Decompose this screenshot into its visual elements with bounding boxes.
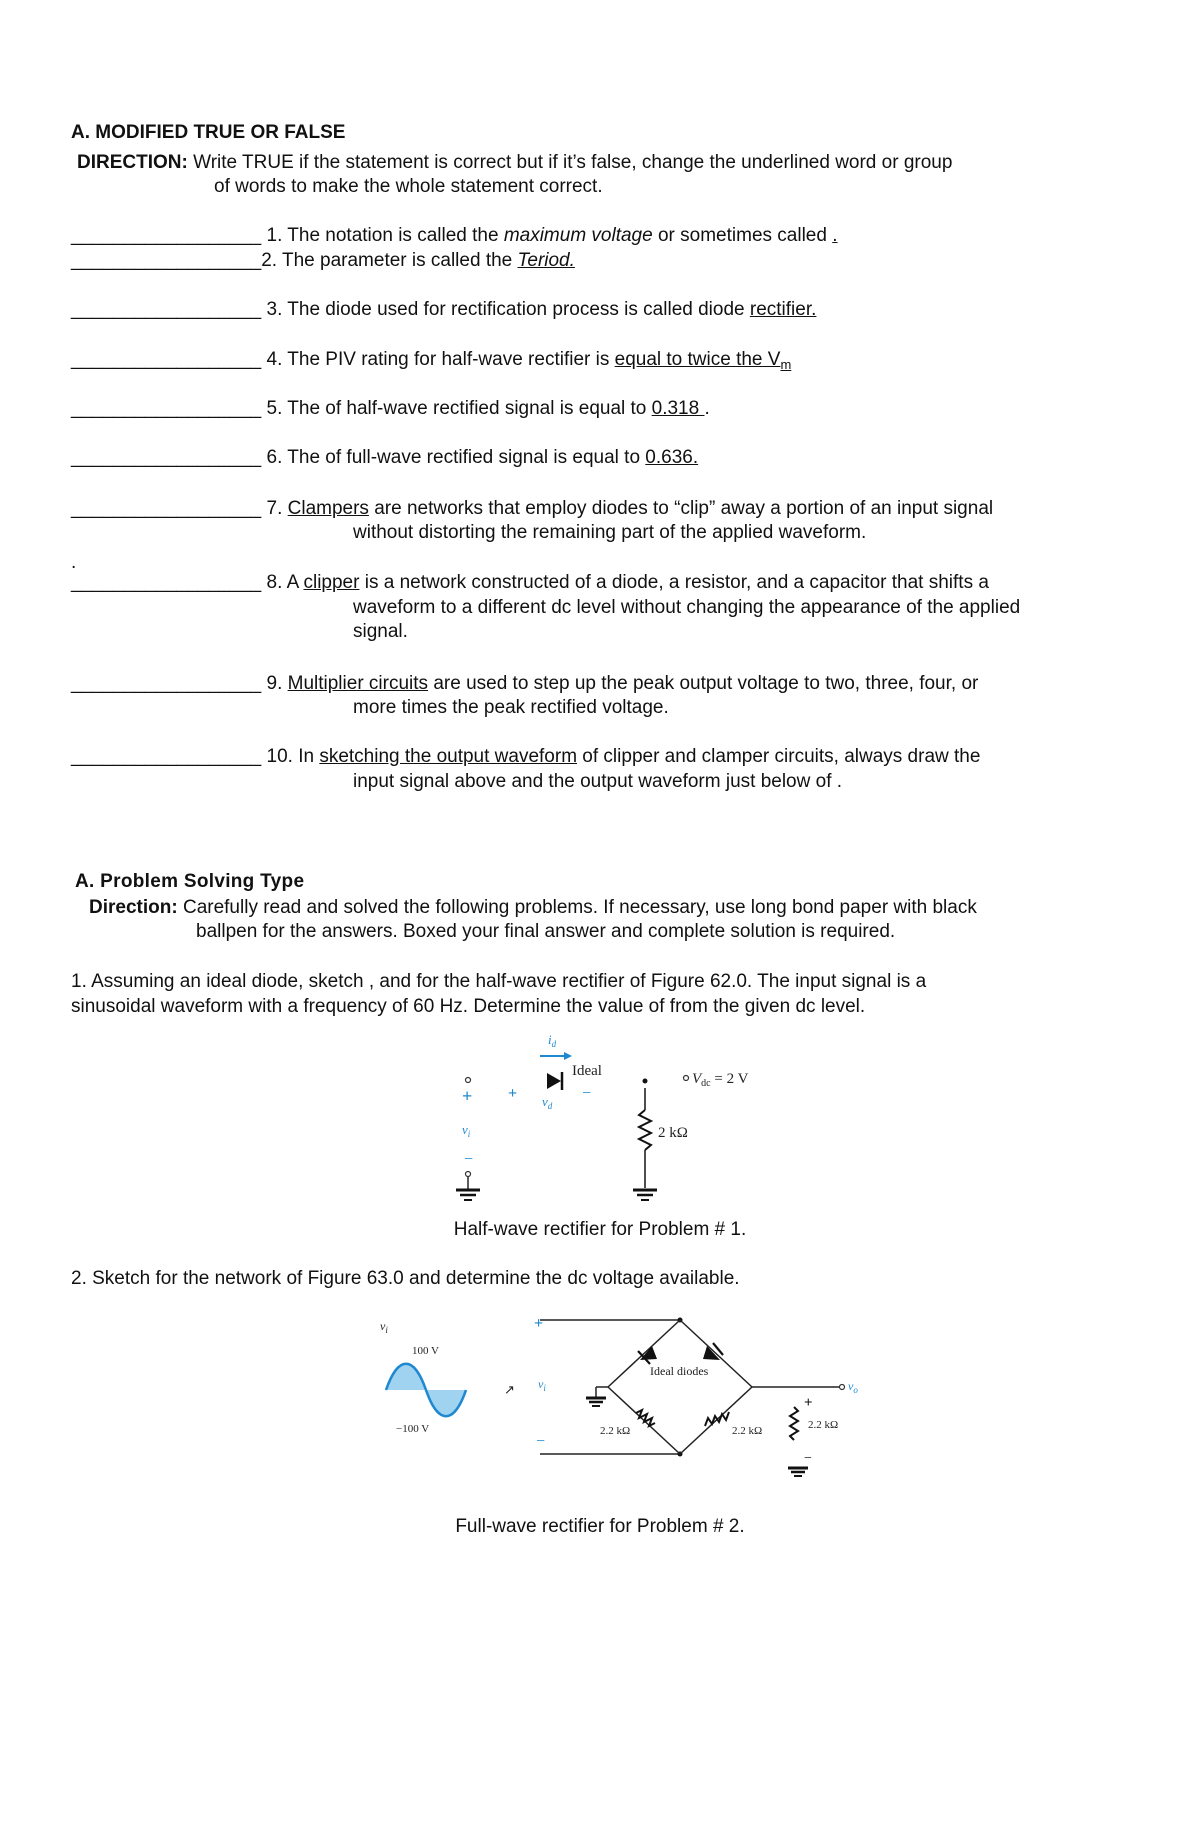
section-a-direction <box>77 151 952 175</box>
direction-text: Carefully read and solved the following problems. If necessary, use long bond paper with black <box>182 897 977 918</box>
item-2: __________________2. The parameter is called the Teriod. <box>71 250 575 271</box>
vdc-label: $V_{dc} = 2$ V <box>692 1071 749 1089</box>
id-label: $i_d$ <box>548 1032 557 1049</box>
answer-blank: __________________ <box>71 349 262 370</box>
answer-blank: __________________ <box>71 398 262 419</box>
item-10: __________________ 10. In sketching the output waveform of clipper and clamper circuits, always draw the <box>71 746 981 767</box>
problem-1-text-cont: sinusoidal waveform with a frequency of 60 Hz. Determine the value of from the given dc level. <box>71 996 866 1017</box>
input-minus: − <box>464 1151 474 1168</box>
item-5: __________________ 5. The of half-wave rectified signal is equal to 0.318 . <box>71 398 710 419</box>
answer-blank: __________________ <box>71 250 262 271</box>
vo-label: $v_o$ <box>848 1379 858 1395</box>
output-plus: + <box>804 1395 813 1411</box>
section-a-title: A. MODIFIED TRUE OR FALSE <box>71 122 346 143</box>
output-minus: − <box>804 1451 812 1466</box>
figure-1-caption: Half-wave rectifier for Problem # 1. <box>453 1219 747 1240</box>
diode-left-icon <box>638 1346 657 1364</box>
ground-icon-output <box>788 1468 808 1476</box>
direction-label: Direction: <box>89 897 178 918</box>
ideal-diodes-label: Ideal diodes <box>650 1364 709 1378</box>
item-6: __________________ 6. The of full-wave rectified signal is equal to 0.636. <box>71 447 699 468</box>
item-8-cont: waveform to a different dc level without changing the appearance of the applied <box>353 597 1021 618</box>
direction-text: Write TRUE if the statement is correct but if it’s false, change the underlined word or group <box>193 152 953 173</box>
resistor-left-icon <box>636 1410 655 1426</box>
answer-blank: __________________ <box>71 746 262 767</box>
ground-icon-left <box>456 1190 480 1200</box>
resistor-right-label: 2.2 kΩ <box>732 1425 763 1437</box>
stray-dot: . <box>71 552 77 573</box>
problem-1-text: 1. Assuming an ideal diode, sketch , and for the half-wave rectifier of Figure 62.0. The input signal is a <box>71 971 927 992</box>
ideal-label: Ideal <box>572 1063 602 1079</box>
item-7: __________________ 7. Clampers are networks that employ diodes to “clip” away a portion of an input signal <box>71 498 994 519</box>
input-plus: + <box>534 1315 544 1332</box>
input-waveform <box>380 1319 466 1435</box>
item-8-cont-2: signal. <box>353 621 408 642</box>
peak-positive-label: 100 V <box>412 1345 439 1357</box>
resistor-right-icon <box>705 1412 729 1426</box>
load-resistor-label: 2.2 kΩ <box>808 1419 839 1431</box>
peak-negative-label: −100 V <box>396 1423 430 1435</box>
section-a-direction-cont: of words to make the whole statement correct. <box>214 176 603 197</box>
item-7-cont: without distorting the remaining part of the applied waveform. <box>353 522 867 543</box>
vd-label: $v_d$ <box>542 1094 553 1111</box>
item-9: __________________ 9. Multiplier circuits are used to step up the peak output voltage to two, three, four, or <box>71 673 979 694</box>
ground-icon-bridge <box>586 1398 606 1406</box>
vi-axis-label: $v_i$ <box>380 1319 388 1335</box>
resistor-label: 2 kΩ <box>658 1125 688 1141</box>
ground-icon-right <box>633 1190 657 1200</box>
answer-blank: __________________ <box>71 673 262 694</box>
section-b-direction-cont: ballpen for the answers. Boxed your final answer and complete solution is required. <box>196 921 896 942</box>
section-b-title: A. Problem Solving Type <box>75 871 305 892</box>
diode-icon <box>547 1072 562 1090</box>
half-wave-rectifier-figure <box>440 1030 780 1205</box>
vi-label: $v_i$ <box>538 1377 546 1393</box>
item-8: __________________ 8. A clipper is a network constructed of a diode, a resistor, and a capacitor that shifts a <box>71 572 989 593</box>
resistor-left-label: 2.2 kΩ <box>600 1425 631 1437</box>
source-marker: ↗ <box>504 1382 515 1397</box>
item-3: __________________ 3. The diode used for rectification process is called diode rectifier. <box>71 299 817 320</box>
input-terminal <box>466 1078 471 1083</box>
resistor-icon <box>639 1110 651 1150</box>
input-minus: − <box>536 1433 546 1450</box>
item-4: __________________ 4. The PIV rating for half-wave rectifier is equal to twice the $V_m$ <box>71 349 792 372</box>
answer-blank: __________________ <box>71 498 262 519</box>
answer-blank: __________________ <box>71 225 262 246</box>
answer-blank: __________________ <box>71 299 262 320</box>
item-9-cont: more times the peak rectified voltage. <box>353 697 669 718</box>
direction-label: DIRECTION: <box>77 152 188 173</box>
section-b-direction <box>89 896 977 920</box>
input-plus: + <box>462 1086 473 1106</box>
figure-2-caption: Full-wave rectifier for Problem # 2. <box>455 1516 745 1537</box>
vd-plus: + <box>508 1085 518 1102</box>
answer-blank: __________________ <box>71 447 262 468</box>
item-1: __________________ 1. The notation is called the maximum voltage or sometimes called . <box>71 225 838 246</box>
full-wave-rectifier-figure <box>370 1310 870 1500</box>
item-10-cont: input signal above and the output waveform just below of . <box>353 771 843 792</box>
load-resistor-icon <box>790 1407 798 1440</box>
vi-label: $v_i$ <box>462 1122 471 1139</box>
answer-blank: __________________ <box>71 572 262 593</box>
problem-2-text: 2. Sketch for the network of Figure 63.0 and determine the dc voltage available. <box>71 1268 740 1289</box>
vd-minus: − <box>582 1085 592 1102</box>
